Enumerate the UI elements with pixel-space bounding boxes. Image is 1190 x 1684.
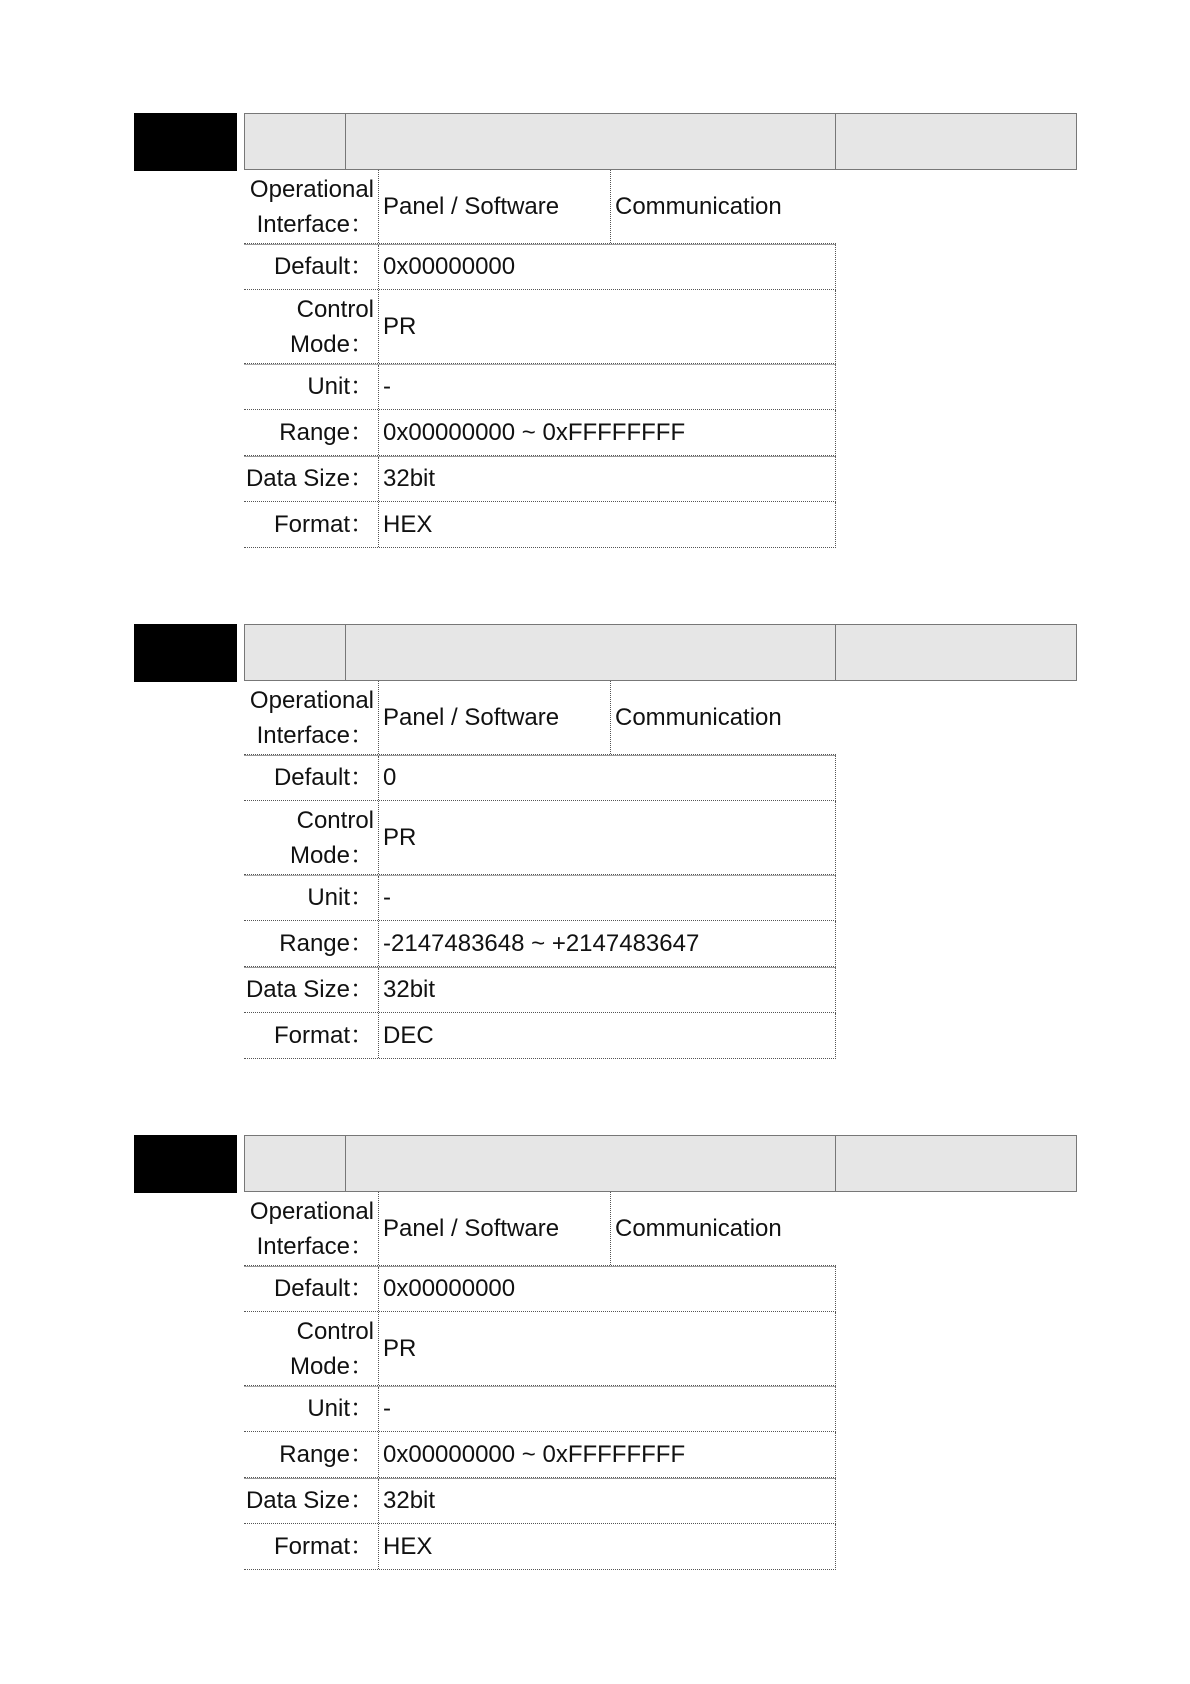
row-control-mode <box>244 801 836 875</box>
label-control-mode <box>244 801 379 874</box>
row-operational-interface <box>244 170 836 244</box>
row-operational-interface <box>244 1192 836 1266</box>
row-range <box>244 921 836 967</box>
parameter-code-box <box>134 1135 237 1193</box>
value-unit: - <box>383 1395 391 1422</box>
parameter-code-box <box>134 113 237 171</box>
label-format: Format： <box>244 1524 379 1569</box>
header-cell-section <box>836 114 1077 169</box>
value-format: HEX <box>383 1532 433 1560</box>
parameter-header-row <box>244 113 1077 170</box>
label-line: Mode： <box>289 330 374 358</box>
interface-panel-software: Panel / Software <box>383 681 611 754</box>
row-range <box>244 410 836 456</box>
parameter-header-row <box>244 624 1077 681</box>
label-data-size: Data Size： <box>244 968 379 1012</box>
value-data-size: 32bit <box>383 1487 436 1514</box>
parameter-code-box <box>134 624 237 682</box>
label-line: Interface： <box>256 1232 374 1260</box>
parameter-block-1 <box>0 113 1190 553</box>
header-cell-address <box>245 625 346 680</box>
label-default: Default： <box>244 756 379 800</box>
header-cell-address <box>245 114 346 169</box>
value-operational-interface <box>383 1192 836 1265</box>
label-control-mode <box>244 290 379 363</box>
value-data-size: 32bit <box>383 976 436 1003</box>
interface-panel-software: Panel / Software <box>383 1192 611 1265</box>
row-format <box>244 502 836 548</box>
header-cell-name <box>346 625 836 680</box>
header-cell-address <box>245 1136 346 1191</box>
header-cell-section <box>836 625 1077 680</box>
label-line: Interface： <box>256 210 374 238</box>
header-cell-section <box>836 1136 1077 1191</box>
interface-communication: Communication <box>615 192 782 220</box>
label-control-mode <box>244 1312 379 1385</box>
label-line: Interface： <box>256 721 374 749</box>
parameter-header-row <box>244 1135 1077 1192</box>
row-format <box>244 1524 836 1570</box>
value-range: 0x00000000 ~ 0xFFFFFFFF <box>383 418 686 446</box>
label-default: Default： <box>244 245 379 289</box>
row-unit <box>244 1386 836 1432</box>
label-range: Range： <box>244 921 379 966</box>
label-format: Format： <box>244 1013 379 1058</box>
value-control-mode: PR <box>383 312 417 340</box>
interface-communication: Communication <box>615 1214 782 1242</box>
label-format: Format： <box>244 502 379 547</box>
row-default <box>244 1266 836 1312</box>
value-default: 0 <box>383 764 397 791</box>
label-data-size: Data Size： <box>244 457 379 501</box>
label-line: Mode： <box>289 841 374 869</box>
parameter-attribute-table <box>244 1192 836 1570</box>
label-line: Control <box>296 295 374 323</box>
label-default: Default： <box>244 1267 379 1311</box>
header-cell-name <box>346 114 836 169</box>
parameter-attribute-table <box>244 681 836 1059</box>
row-data-size <box>244 967 836 1013</box>
row-data-size <box>244 1478 836 1524</box>
value-format: HEX <box>383 510 433 538</box>
label-operational-interface <box>244 1192 379 1265</box>
row-unit <box>244 875 836 921</box>
value-format: DEC <box>383 1021 434 1049</box>
value-range: 0x00000000 ~ 0xFFFFFFFF <box>383 1440 686 1468</box>
label-operational-interface <box>244 170 379 243</box>
row-data-size <box>244 456 836 502</box>
label-range: Range： <box>244 410 379 455</box>
parameter-attribute-table <box>244 170 836 548</box>
value-control-mode: PR <box>383 1334 417 1362</box>
label-unit: Unit： <box>244 876 379 920</box>
row-operational-interface <box>244 681 836 755</box>
row-control-mode <box>244 290 836 364</box>
value-data-size: 32bit <box>383 465 436 492</box>
value-control-mode: PR <box>383 823 417 851</box>
label-line: Operational <box>249 686 374 714</box>
row-default <box>244 244 836 290</box>
label-data-size: Data Size： <box>244 1479 379 1523</box>
header-cell-name <box>346 1136 836 1191</box>
row-control-mode <box>244 1312 836 1386</box>
interface-panel-software: Panel / Software <box>383 170 611 243</box>
interface-communication: Communication <box>615 703 782 731</box>
value-unit: - <box>383 884 391 911</box>
label-unit: Unit： <box>244 1387 379 1431</box>
value-unit: - <box>383 373 391 400</box>
label-line: Operational <box>249 1197 374 1225</box>
label-line: Control <box>296 1317 374 1345</box>
parameter-block-2 <box>0 624 1190 1064</box>
label-operational-interface <box>244 681 379 754</box>
value-operational-interface <box>383 170 836 243</box>
label-unit: Unit： <box>244 365 379 409</box>
row-format <box>244 1013 836 1059</box>
row-range <box>244 1432 836 1478</box>
row-default <box>244 755 836 801</box>
label-line: Operational <box>249 175 374 203</box>
label-range: Range： <box>244 1432 379 1477</box>
parameter-block-3 <box>0 1135 1190 1575</box>
value-operational-interface <box>383 681 836 754</box>
value-default: 0x00000000 <box>383 253 516 280</box>
row-unit <box>244 364 836 410</box>
label-line: Mode： <box>289 1352 374 1380</box>
value-range: -2147483648 ~ +2147483647 <box>383 929 700 957</box>
label-line: Control <box>296 806 374 834</box>
value-default: 0x00000000 <box>383 1275 516 1302</box>
